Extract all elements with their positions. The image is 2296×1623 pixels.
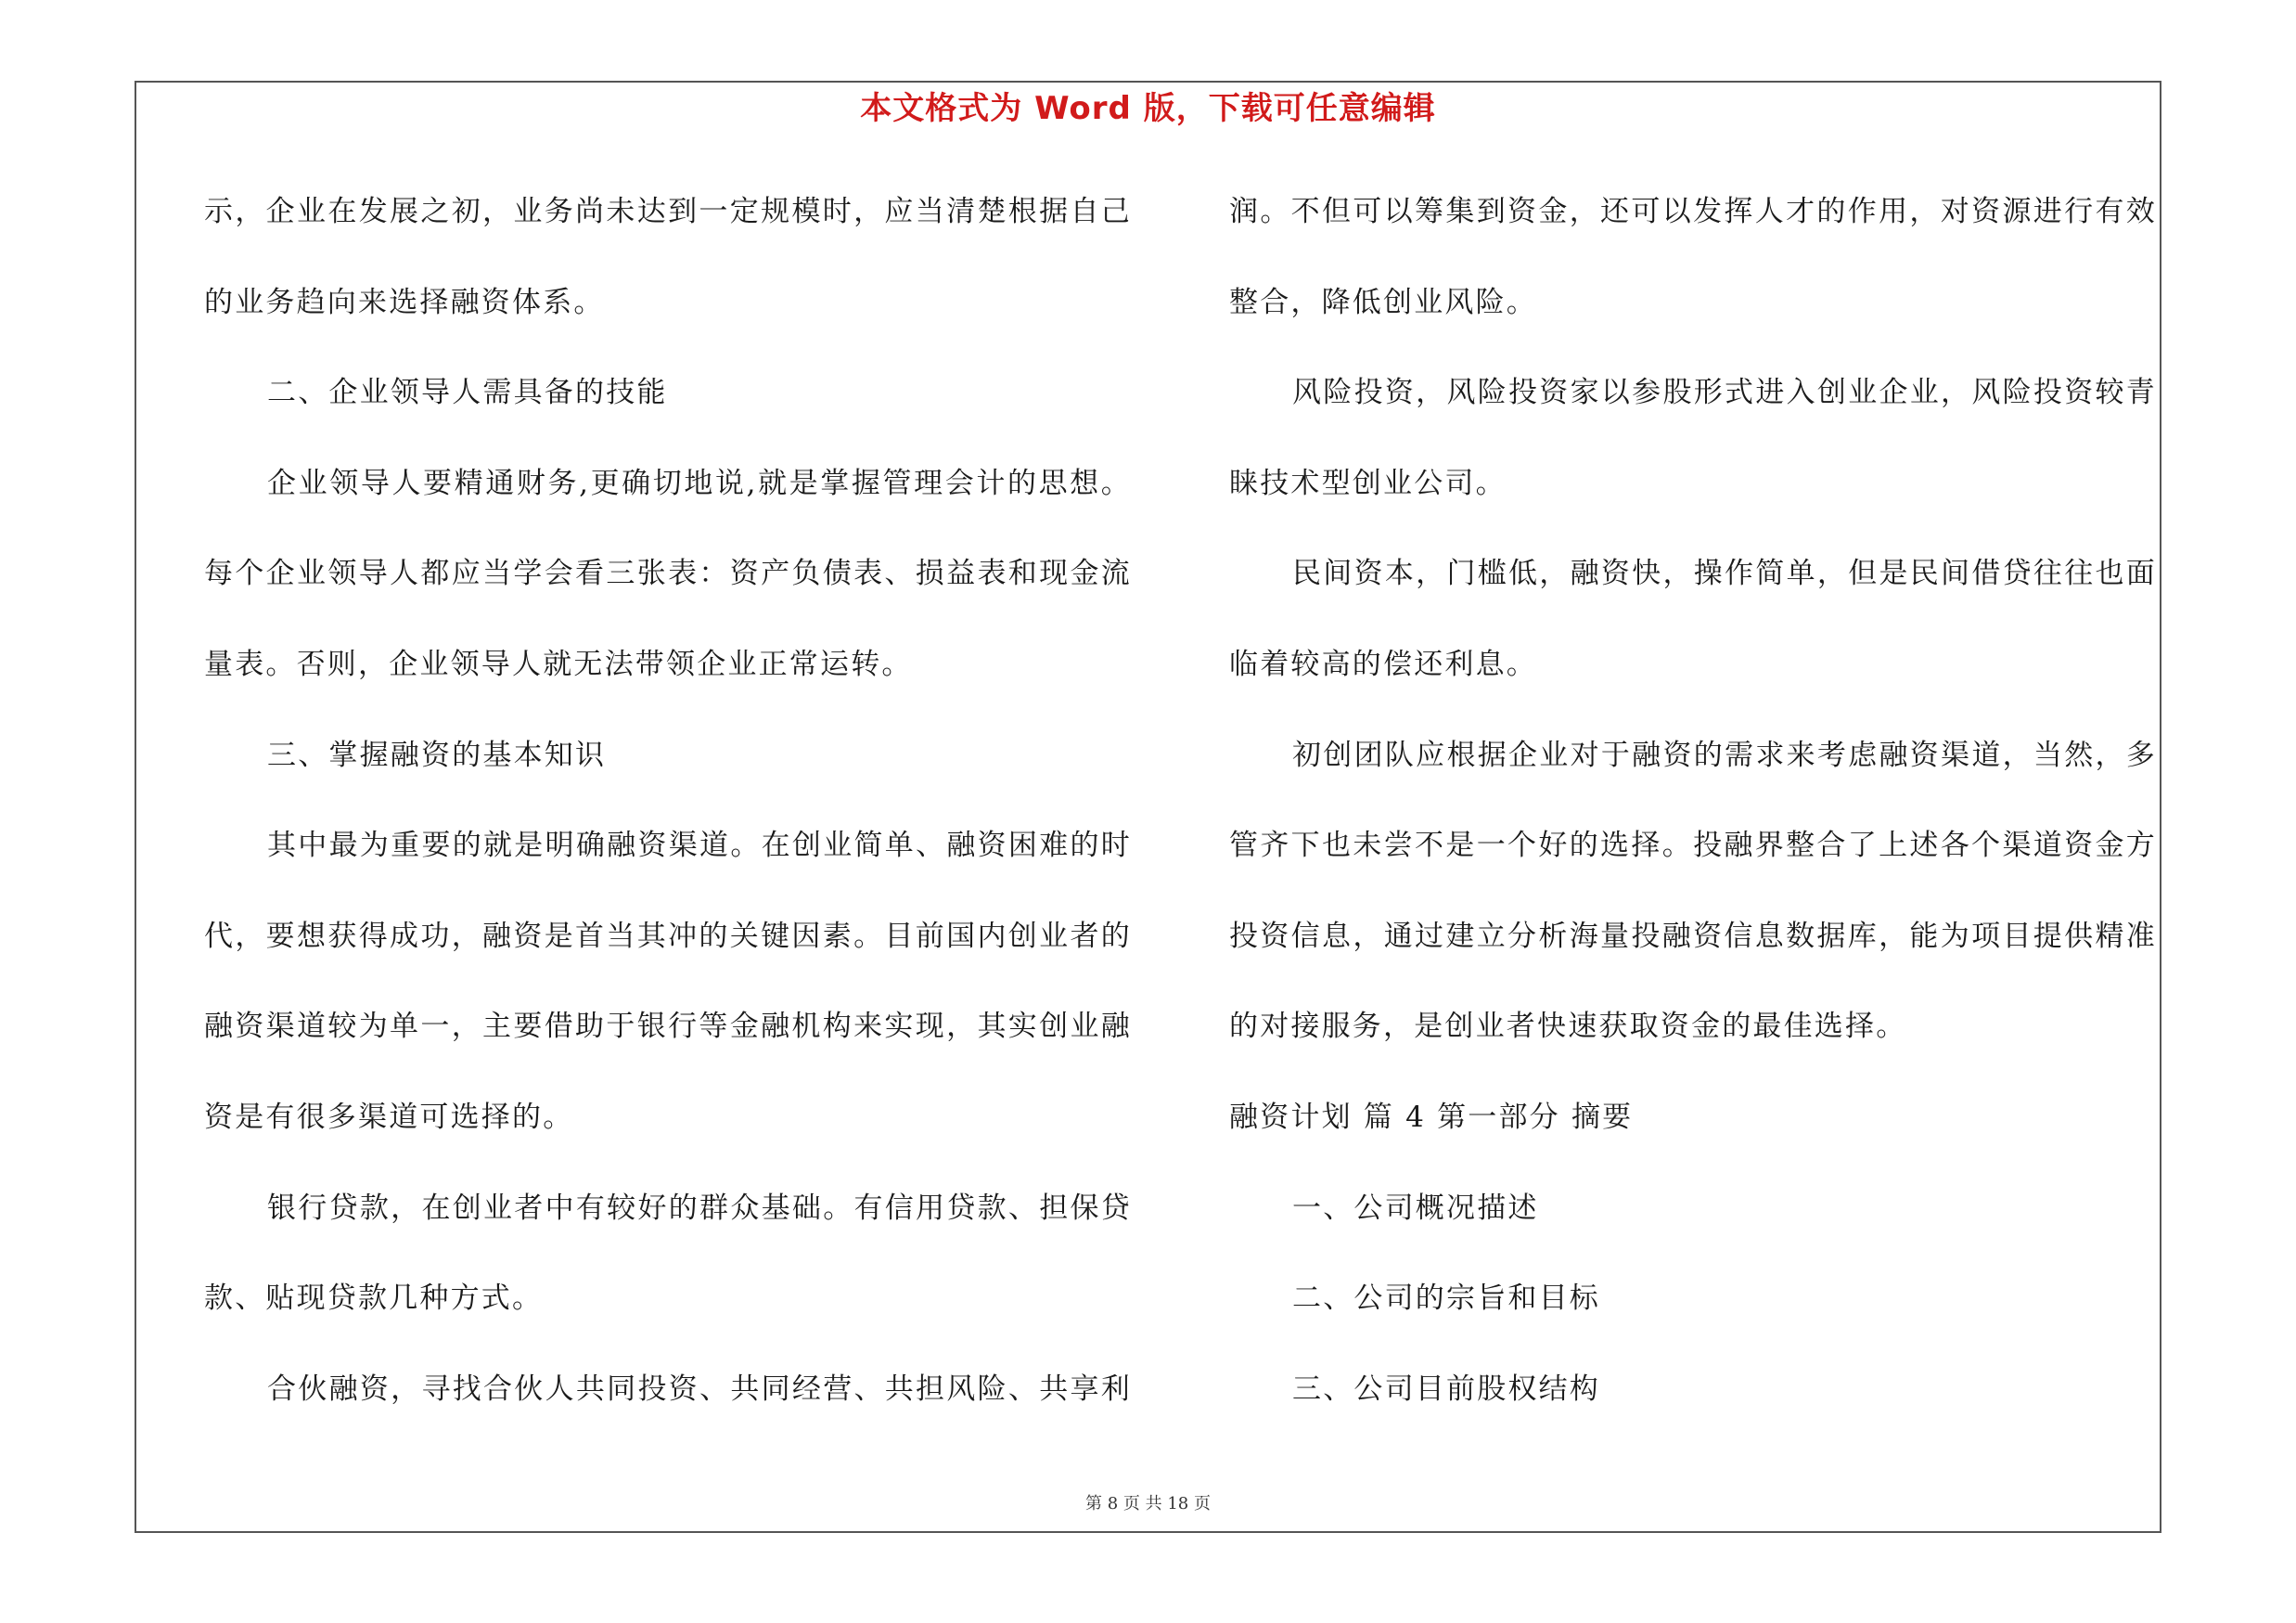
text-line: 合伙融资，寻找合伙人共同投资、共同经营、共担风险、共享利	[267, 1372, 1132, 1406]
format-banner: 本文格式为 Word 版，下载可任意编辑	[860, 90, 1436, 127]
text-line: 资是有很多渠道可选择的。	[204, 1100, 574, 1134]
text-line: 管齐下也未尝不是一个好的选择。投融界整合了上述各个渠道资金方	[1229, 829, 2157, 863]
text-line: 代，要想获得成功，融资是首当其冲的关键因素。目前国内创业者的	[204, 919, 1132, 953]
text-line: 融资渠道较为单一，主要借助于银行等金融机构来实现，其实创业融	[204, 1010, 1132, 1044]
text-line: 民间资本，门槛低，融资快，操作简单，但是民间借贷往往也面	[1292, 557, 2157, 591]
text-line: 临着较高的偿还利息。	[1229, 647, 1537, 681]
text-line: 二、公司的宗旨和目标	[1292, 1282, 1600, 1316]
text-line: 量表。否则，企业领导人就无法带领企业正常运转。	[204, 647, 913, 681]
text-line: 企业领导人要精通财务,更确切地说,就是掌握管理会计的思想。	[267, 466, 1132, 500]
text-line: 风险投资，风险投资家以参股形式进入创业企业，风险投资较青	[1292, 376, 2157, 410]
text-line: 睐技术型创业公司。	[1229, 466, 1507, 500]
text-line: 融资计划 篇 4 第一部分 摘要	[1229, 1100, 1634, 1134]
text-line: 的业务趋向来选择融资体系。	[204, 285, 605, 319]
text-line: 二、企业领导人需具备的技能	[267, 376, 668, 410]
text-line: 每个企业领导人都应当学会看三张表：资产负债表、损益表和现金流	[204, 557, 1132, 591]
text-line: 整合，降低创业风险。	[1229, 285, 1537, 319]
text-line: 润。不但可以筹集到资金，还可以发挥人才的作用，对资源进行有效	[1229, 195, 2157, 228]
text-line: 款、贴现贷款几种方式。	[204, 1282, 544, 1316]
text-line: 投资信息，通过建立分析海量投融资信息数据库，能为项目提供精准	[1229, 919, 2157, 953]
text-line: 三、公司目前股权结构	[1292, 1372, 1600, 1406]
text-line: 示，企业在发展之初，业务尚未达到一定规模时，应当清楚根据自己	[204, 195, 1132, 228]
page-number-footer: 第 8 页 共 18 页	[1085, 1494, 1211, 1514]
text-line: 三、掌握融资的基本知识	[267, 738, 607, 772]
right-text-column	[1229, 186, 2157, 1453]
text-line: 其中最为重要的就是明确融资渠道。在创业简单、融资困难的时	[267, 829, 1132, 863]
left-text-column	[204, 186, 1132, 1453]
text-line: 初创团队应根据企业对于融资的需求来考虑融资渠道，当然，多	[1292, 738, 2157, 772]
text-line: 一、公司概况描述	[1292, 1191, 1539, 1225]
text-line: 银行贷款，在创业者中有较好的群众基础。有信用贷款、担保贷	[267, 1191, 1132, 1225]
text-line: 的对接服务，是创业者快速获取资金的最佳选择。	[1229, 1010, 1907, 1044]
